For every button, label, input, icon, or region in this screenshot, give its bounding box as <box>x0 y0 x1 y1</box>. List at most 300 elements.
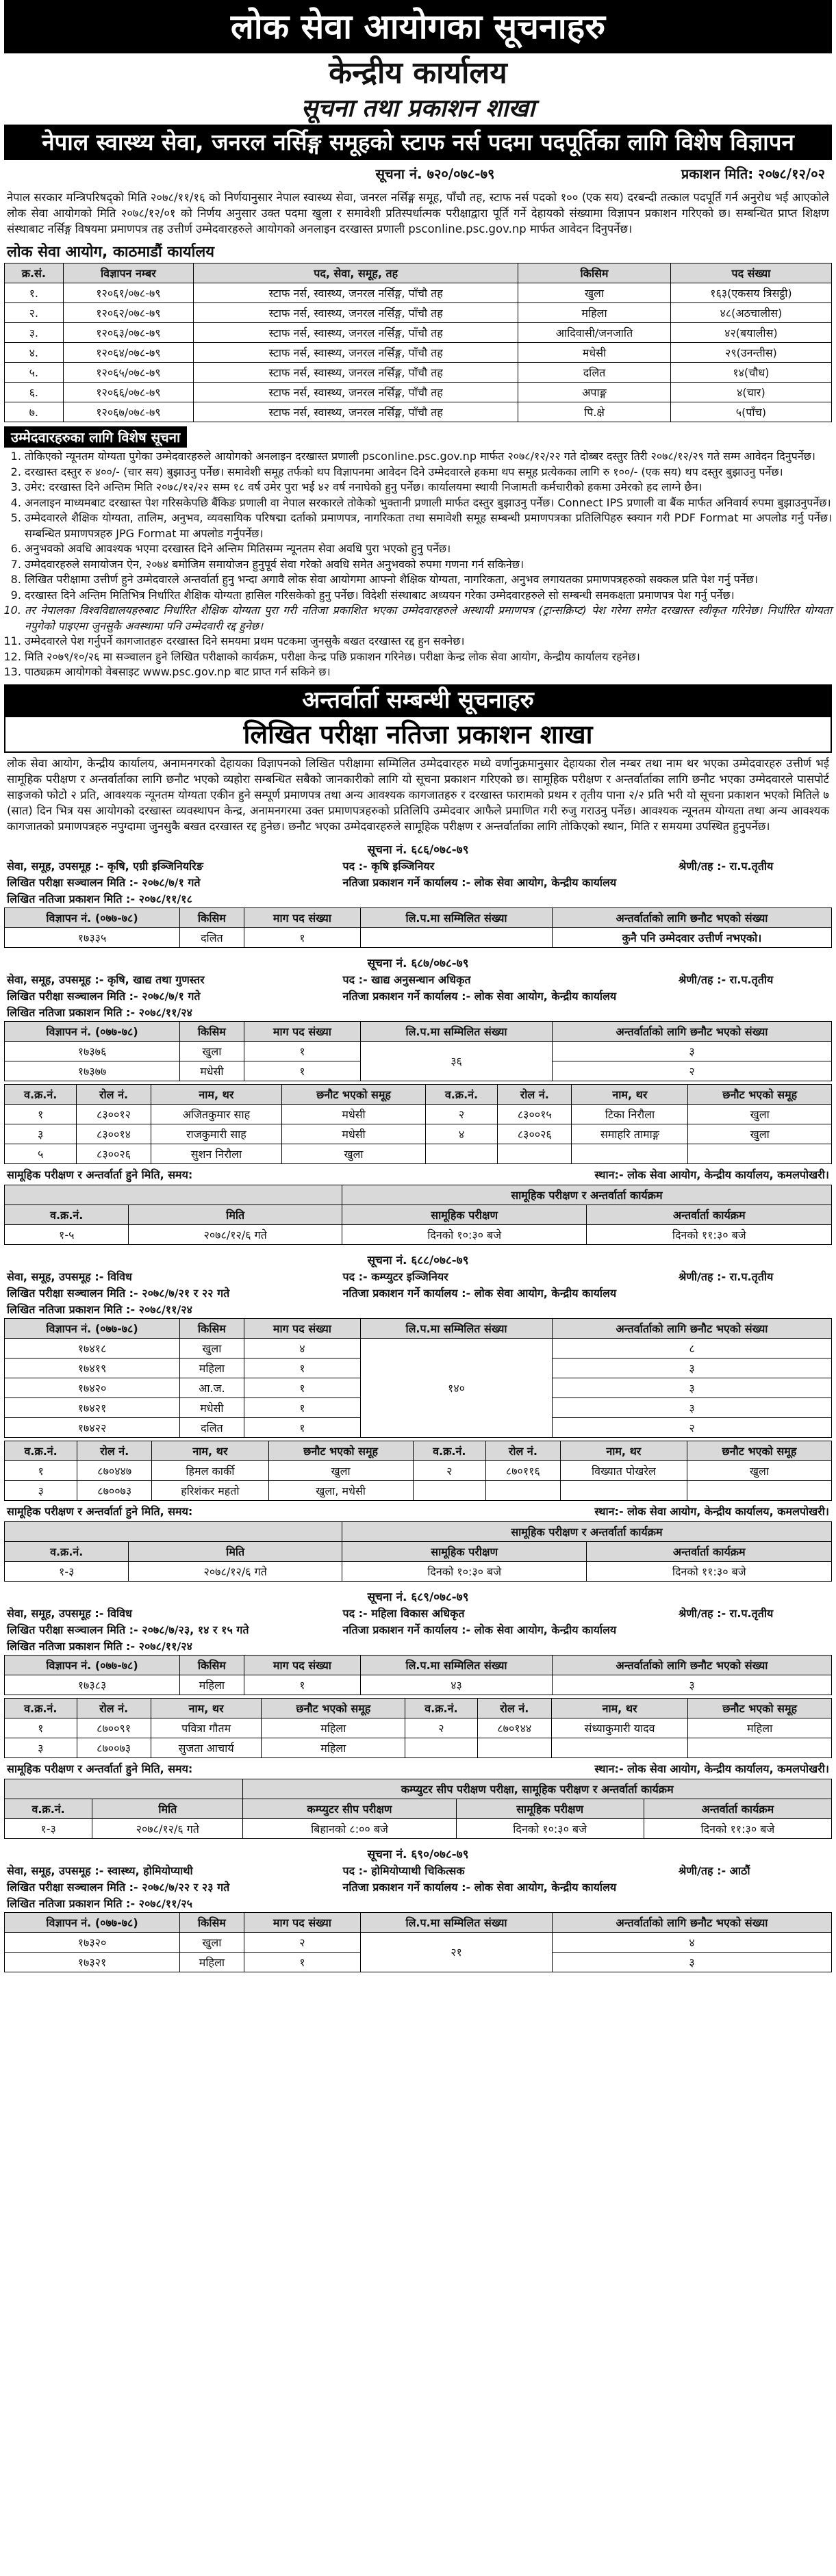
result-office: नतिजा प्रकाशन गर्ने कार्यालय :- लोक सेवा आयोग, केन्द्रीय कार्यालय <box>342 1286 617 1300</box>
exam-schedule-table <box>4 1521 832 1582</box>
result-table <box>4 1021 832 1081</box>
result-cell: महिला <box>180 1358 244 1378</box>
result-cell: ४ <box>244 1338 360 1358</box>
ad-cell: १४(चौध) <box>670 363 831 383</box>
result-header-cell: लि.प.मा सम्मिलित संख्या <box>361 1655 553 1675</box>
advertisement-table-header <box>5 263 832 283</box>
result-table-header <box>5 1318 832 1338</box>
result-cell: २ <box>552 1061 831 1081</box>
exam-schedule-header <box>4 1758 832 1779</box>
exam-header-blank <box>5 1779 243 1799</box>
result-cell: खुला <box>180 1041 244 1061</box>
ad-header-cell: क्र.सं. <box>5 263 64 283</box>
result-cell: दलित <box>180 927 244 947</box>
ad-cell: १२०६३/०७८-७९ <box>63 323 194 343</box>
ad-cell: मधेसी <box>518 343 671 363</box>
service-group: सेवा, समूह, उपसमूह :- कृषि, एग्री इञ्जिनियरिङ <box>7 859 203 873</box>
exam-cell: दिनको ११:३० बजे <box>587 1561 832 1581</box>
ad-cell: खुला <box>518 283 671 303</box>
exam-schedule-table <box>4 1185 832 1245</box>
ad-cell: १२०६६/०७८-७९ <box>63 383 194 402</box>
exam-date: लिखित परीक्षा सञ्चालन मिति :- २०७८/७/२१ र २२ गते <box>7 1286 230 1300</box>
candidate-header-cell: व.क्र.नं. <box>5 1441 77 1460</box>
candidate-cell: ८७०११६ <box>485 1460 560 1480</box>
result-row <box>5 1338 832 1358</box>
exam-header-cell: मिति <box>92 1799 243 1818</box>
exam-schedule-row <box>5 1561 832 1581</box>
result-branch-banner: लिखित परीक्षा नतिजा प्रकाशन शाखा <box>4 716 832 753</box>
ad-cell: १२०६२/०७८-७९ <box>63 303 194 323</box>
candidate-cell: मधेसी <box>282 1124 426 1144</box>
candidate-cell: ८७०१४४ <box>477 1718 551 1738</box>
page-banner: लोक सेवा आयोगका सूचनाहरु <box>4 0 832 53</box>
result-header-cell: विज्ञापन नं. (०७७-७८) <box>5 1912 180 1932</box>
result-cell: कुनै पनि उम्मेदवार उत्तीर्ण नभएको। <box>552 927 831 947</box>
result-cell: १७३७६ <box>5 1041 180 1061</box>
result-cell: महिला <box>180 1952 244 1972</box>
result-cell: ३ <box>552 1952 831 1972</box>
ad-row <box>5 323 832 343</box>
candidate-cell: ८७०४४७ <box>77 1460 152 1480</box>
notice-block <box>4 951 832 1245</box>
exam-cell: २०७८/१२/६ गते <box>129 1561 342 1581</box>
result-cell: १ <box>244 1041 360 1061</box>
ad-cell: ५. <box>5 363 64 383</box>
exam-cell: २०७८/१२/६ गते <box>129 1224 342 1244</box>
ad-cell: २. <box>5 303 64 323</box>
ad-cell: दलित <box>518 363 671 383</box>
candidate-cell: १ <box>5 1718 77 1738</box>
candidate-cell: २ <box>405 1718 478 1738</box>
candidate-cell: सुशन निरौला <box>151 1144 282 1163</box>
candidate-cell <box>498 1144 572 1163</box>
candidate-table-header <box>5 1084 832 1104</box>
candidate-cell: खुला <box>268 1460 413 1480</box>
ad-cell: महिला <box>518 303 671 323</box>
candidate-cell: २ <box>413 1460 485 1480</box>
result-row <box>5 927 832 947</box>
result-header-cell: किसिम <box>180 907 244 927</box>
candidate-cell: ४ <box>425 1124 497 1144</box>
candidate-table-header <box>5 1698 832 1718</box>
candidate-header-cell: छनौट भएको समूह <box>262 1698 405 1718</box>
ad-row <box>5 383 832 402</box>
result-cell: १४० <box>361 1338 553 1437</box>
result-header-cell: अन्तर्वार्ताको लागि छनौट भएको संख्या <box>552 1021 831 1041</box>
candidate-header-cell: नाम, थर <box>151 1698 262 1718</box>
notice-meta-row <box>4 1863 832 1879</box>
result-cell: ३ <box>552 1358 831 1378</box>
result-header-cell: किसिम <box>180 1318 244 1338</box>
exam-venue: स्थान:- लोक सेवा आयोग, केन्द्रीय कार्यालय, कमलपोखरी। <box>594 1504 829 1518</box>
result-cell: १७३७७ <box>5 1061 180 1081</box>
candidate-table <box>4 1441 832 1501</box>
instruction-item: 8. लिखित परीक्षामा उत्तीर्ण हुने उम्मेदवारले अन्तर्वार्ता हुनु भन्दा अगावै लोक सेवा आयोगमा आफ्नो शैक्षिक योग्यता, नागरिकता, अनुभव लगायतका प्रमाणपत्रहरुको सक्कल प्रति पेश गर्नु पर्नेछ। <box>25 572 832 588</box>
exam-schedule-table-header <box>5 1541 832 1561</box>
candidate-cell: खुला <box>688 1124 832 1144</box>
candidate-header-cell: छनौट भएको समूह <box>688 1084 832 1104</box>
exam-cell: १-३ <box>5 1818 92 1838</box>
ad-cell: स्टाफ नर्स, स्वास्थ्य, जनरल नर्सिङ्ग, पाँचौ तह <box>194 402 518 422</box>
candidate-cell <box>551 1738 687 1757</box>
ad-cell: ३. <box>5 323 64 343</box>
candidate-cell: ८७००९१ <box>77 1718 151 1738</box>
result-table <box>4 1912 832 1972</box>
notice-meta-row <box>4 1285 832 1302</box>
exam-schedule-table <box>4 1779 832 1839</box>
service-group: सेवा, समूह, उपसमूह :- कृषि, खाद्य तथा गुणस्तर <box>7 973 205 986</box>
exam-cell: दिनको ११:३० बजे <box>587 1224 832 1244</box>
candidate-row <box>5 1480 832 1500</box>
candidate-header-cell: नाम, थर <box>572 1084 688 1104</box>
notice-meta-row <box>4 1269 832 1285</box>
candidate-cell <box>572 1144 688 1163</box>
candidate-cell: महिला <box>262 1718 405 1738</box>
exam-header-cell: व.क्र.नं. <box>5 1541 129 1561</box>
exam-schedule-row <box>5 1224 832 1244</box>
exam-schedule-super-header <box>5 1779 832 1799</box>
result-row <box>5 1041 832 1061</box>
exam-header-cell: मिति <box>129 1205 342 1224</box>
exam-schedule-row <box>5 1818 832 1838</box>
candidate-header-cell: छनौट भएको समूह <box>268 1441 413 1460</box>
notice-number: सूचना नं. ६८८/०७८-७९ <box>367 1253 469 1267</box>
candidate-cell: हिमल कार्की <box>152 1460 268 1480</box>
ad-cell: ४२(बयालीस) <box>670 323 831 343</box>
ad-cell: स्टाफ नर्स, स्वास्थ्य, जनरल नर्सिङ्ग, पाँचौ तह <box>194 363 518 383</box>
exam-super-cell: सामूहिक परीक्षण र अन्तर्वार्ता कार्यक्रम <box>342 1185 831 1205</box>
exam-date: लिखित परीक्षा सञ्चालन मिति :- २०७८/७/१ गते <box>7 875 201 889</box>
exam-cell: दिनको १०:३० बजे <box>456 1818 644 1838</box>
instructions-title: उम्मेदवारहरुका लागि विशेष सूचना <box>4 426 187 448</box>
instructions-list <box>4 449 832 680</box>
result-cell: खुला <box>180 1338 244 1358</box>
result-office: नतिजा प्रकाशन गर्ने कार्यालय :- लोक सेवा आयोग, केन्द्रीय कार्यालय <box>342 989 617 1003</box>
post-name: पद :- खाद्य अनुसन्धान अधिकृत <box>342 973 471 986</box>
interview-intro <box>4 753 832 837</box>
exam-cell: दिनको ११:३० बजे <box>644 1818 831 1838</box>
instruction-item: 4. अनलाइन माध्यमबाट दरखास्त पेश गरिसकेपछि बैंकिङ प्रणाली वा नेपाल सरकारले तोकेको भुक्तानी प्रणाली मार्फत दस्तुर बुझाउनु पर्नेछ। Connect IPS प्रणाली वा बैंक मार्फत अनिवार्य रुपमा बुझाउनुपर्नेछ। <box>25 495 832 511</box>
candidate-cell: हरिशंकर महतो <box>152 1480 268 1500</box>
candidate-header-cell: व.क्र.नं. <box>5 1698 77 1718</box>
candidate-cell: खुला <box>282 1144 426 1163</box>
ad-header-cell: पद संख्या <box>670 263 831 283</box>
instruction-item: 10. तर नेपालका विश्वविद्यालयहरुबाट निर्धारित शैक्षिक योग्यता पुरा गरी नतिजा प्रकाशित भएका उम्मेदवारहरुले अस्थायी प्रमाणपत्र (ट्रान्सक्रिप्ट) पेश गरेमा समेत दरखास्त स्वीकृत गरिनेछ। निर्धारित योग्यता नपुगेको पाइएमा जुनसुकै अवस्थामा पनि उम्मेदवारी रद्द हुनेछ। <box>25 603 832 634</box>
result-office: नतिजा प्रकाशन गर्ने कार्यालय :- लोक सेवा आयोग, केन्द्रीय कार्यालय <box>342 1880 617 1894</box>
result-header-cell: लि.प.मा सम्मिलित संख्या <box>361 1912 553 1932</box>
notice-meta-row <box>4 972 832 988</box>
candidate-table <box>4 1084 832 1164</box>
instruction-item: 5. उम्मेदवारले शैक्षिक योग्यता, तालिम, अनुभव, व्यवसायिक परिषद्मा दर्ताको प्रमाणपत्र, नागरिकता तथा समावेशी समूह सम्बन्धी प्रमाणपत्रका प्रतिलिपिहरु स्क्यान गरी PDF Format मा अपलोड गर्नु पर्नेछ। सम्बन्धित प्रमाणपत्रहरु JPG Format मा अपलोड गर्नुपर्नेछ। <box>25 511 832 541</box>
candidate-cell: ८७००७३ <box>77 1480 152 1500</box>
candidate-header-cell: रोल नं. <box>485 1441 560 1460</box>
instruction-item: 9. दरखास्त दिने अन्तिम मितिभित्र निर्धारित शैक्षिक योग्यता हासिल गरिसकेको हुनु पर्नेछ। विदेशी संस्थाबाट अध्ययन गरेका उम्मेदवारहरुले सो सम्बन्धी समकक्षता प्रमाणपत्र पेश गर्नु पर्नेछ। <box>25 588 832 604</box>
candidate-header-cell: नाम, थर <box>152 1441 268 1460</box>
exam-venue: स्थान:- लोक सेवा आयोग, केन्द्रीय कार्यालय, कमलपोखरी। <box>594 1168 829 1181</box>
candidate-cell: महिला <box>688 1718 832 1738</box>
instruction-item: 12. मिति २०७९/१०/२६ मा सञ्चालन हुने लिखित परीक्षाको कार्यक्रम, परीक्षा केन्द्र पछि प्रकाशन गरिनेछ। परीक्षा केन्द्र लोक सेवा आयोग, केन्द्रीय कार्यालय रहनेछ। <box>25 649 832 665</box>
exam-header-cell: व.क्र.नं. <box>5 1799 92 1818</box>
result-cell: ३ <box>552 1675 831 1695</box>
result-header-cell: माग पद संख्या <box>244 1655 360 1675</box>
candidate-cell: सुजता आचार्य <box>151 1738 262 1757</box>
exam-super-cell: कम्प्युटर सीप परीक्षण परीक्षा, सामूहिक परीक्षण र अन्तर्वार्ता कार्यक्रम <box>243 1779 832 1799</box>
candidate-cell: ८३००२६ <box>498 1124 572 1144</box>
result-header-cell: अन्तर्वार्ताको लागि छनौट भएको संख्या <box>552 907 831 927</box>
instruction-item: 2. दरखास्त दस्तुर रु ४००/- (चार सय) बुझाउनु पर्नेछ। समावेशी समूह तर्फको थप विज्ञापनमा आवेदन दिने उम्मेदवारले हकमा थप समूह प्रत्येकका लागि रु १००/- (एक सय) थप दस्तुर बुझाउनु पर्नेछ। <box>25 465 832 480</box>
ad-cell: पि.क्षे <box>518 402 671 422</box>
branch-title: सूचना तथा प्रकाशन शाखा <box>301 94 535 123</box>
ad-header-cell: किसिम <box>518 263 671 283</box>
exam-venue: स्थान:- लोक सेवा आयोग, केन्द्रीय कार्यालय, कमलपोखरी। <box>594 1762 829 1775</box>
result-cell: २ <box>244 1932 360 1952</box>
candidate-cell <box>425 1144 497 1163</box>
exam-header-cell: अन्तर्वार्ता कार्यक्रम <box>644 1799 831 1818</box>
candidate-cell <box>560 1480 687 1500</box>
ad-header-cell: पद, सेवा, समूह, तह <box>194 263 518 283</box>
instruction-item: 3. उमेर: दरखास्त दिने अन्तिम मिति २०७८/१२/२२ सम्म १८ वर्ष उमेर पुरा भई ४२ वर्ष ननाघेको हुनु पर्नेछ। कार्यालयमा स्थायी निजामती कर्मचारीको हकमा उमेरको हद लाग्ने छैन। <box>25 480 832 495</box>
result-cell: १ <box>244 1952 360 1972</box>
notice-meta-row <box>4 988 832 1005</box>
result-cell: १७३८३ <box>5 1675 180 1695</box>
ad-cell: ५(पाँच) <box>670 402 831 422</box>
result-header-cell: विज्ञापन नं. (०७७-७८) <box>5 1655 180 1675</box>
candidate-cell: ८३००१४ <box>77 1124 151 1144</box>
result-cell: ४ <box>552 1932 831 1952</box>
notice-meta-row <box>4 1606 832 1622</box>
intro-text: नेपाल सरकार मन्त्रिपरिषद्को मिति २०७८/११/१६ को निर्णयानुसार नेपाल स्वास्थ्य सेवा, जनरल नर्सिङ्ग समूह, पाँचौ तह, स्टाफ नर्स पदको १०० (एक सय) दरबन्दी तत्काल पदपूर्ति गर्न अनुरोध भई आएकोले लोक सेवा आयोगको मिति २०७८/१२/०१ को निर्णय अनुसार उक्त पदमा खुला र समावेशी प्रतिस्पर्धात्मक परीक्षाद्वारा पूर्ति गर्ने देहायको संख्यामा विज्ञापन प्रकाशन गरिएको छ। सम्बन्धित प्राप्त शिक्षण संस्थाबाट नर्सिङ्ग विषयमा प्रमाणपत्र तह उत्तीर्ण उम्मेदवारहरुले आयोगको अनलाइन दरखास्त प्रणाली psconline.psc.gov.np मार्फत आवेदन दिनुपर्नेछ। <box>7 191 829 235</box>
candidate-table-header <box>5 1441 832 1460</box>
candidate-cell: २ <box>425 1104 497 1124</box>
result-cell: १ <box>244 1061 360 1081</box>
ad-cell: १२०६४/०७८-७९ <box>63 343 194 363</box>
result-header-cell: लि.प.मा सम्मिलित संख्या <box>361 1021 553 1041</box>
result-cell: १ <box>244 927 360 947</box>
result-cell: १ <box>244 1675 360 1695</box>
ad-cell: स्टाफ नर्स, स्वास्थ्य, जनरल नर्सिङ्ग, पाँचौ तह <box>194 383 518 402</box>
result-header-cell: विज्ञापन नं. (०७७-७८) <box>5 1318 180 1338</box>
result-cell: १७४२१ <box>5 1398 180 1417</box>
candidate-header-cell: रोल नं. <box>498 1084 572 1104</box>
exam-date: लिखित परीक्षा सञ्चालन मिति :- २०७८/७/२३, १४ र १५ गते <box>7 1623 249 1636</box>
interview-banner: अन्तर्वार्ता सम्बन्धी सूचनाहरु <box>4 684 832 716</box>
instruction-item: 6. अनुभवको अवधि आवश्यक भएमा दरखास्त दिने अन्तिम मितिसम्म न्यूनतम सेवा अवधि पुरा भएको हुनु पर्नेछ। <box>25 541 832 557</box>
candidate-cell: ८३००२६ <box>77 1144 151 1163</box>
result-table <box>4 907 832 948</box>
instruction-item: 1. तोकिएको न्यूनतम योग्यता पुगेका उम्मेदवारहरुले आयोगको अनलाइन दरखास्त प्रणाली psconline.psc.gov.np मार्फत २०७८/१२/२२ गते दोब्बर दस्तुर तिरी २०७८/१२/२९ गते सम्म आवेदन दिनुपर्नेछ। <box>25 449 832 465</box>
result-date: लिखित नतिजा प्रकाशन मिति :- २०७८/११/२५ <box>7 1896 192 1910</box>
exam-cell: बिहानको ८:०० बजे <box>243 1818 456 1838</box>
exam-schedule-table-header <box>5 1799 832 1818</box>
result-row <box>5 1932 832 1952</box>
candidate-cell <box>485 1480 560 1500</box>
notice-block <box>4 1248 832 1582</box>
candidate-header-cell: व.क्र.नं. <box>425 1084 497 1104</box>
candidate-header-cell: व.क्र.नं. <box>5 1084 77 1104</box>
ad-cell: २९(उनन्तीस) <box>670 343 831 363</box>
candidate-row <box>5 1718 832 1738</box>
candidate-cell: ५ <box>5 1144 77 1163</box>
exam-header-blank <box>5 1185 342 1205</box>
ad-cell: स्टाफ नर्स, स्वास्थ्य, जनरल नर्सिङ्ग, पाँचौ तह <box>194 343 518 363</box>
level: श्रेणी/तह :- रा.प.तृतीय <box>679 859 774 873</box>
exam-schedule-header <box>4 1501 832 1521</box>
exam-header-cell: सामूहिक परीक्षण <box>456 1799 644 1818</box>
result-cell: २१ <box>361 1932 553 1972</box>
exam-schedule-super-header <box>5 1521 832 1541</box>
result-date: लिखित नतिजा प्रकाशन मिति :- २०७८/११/२४ <box>7 1639 192 1653</box>
instruction-item: 11. उम्मेदवारले पेश गर्नुपर्ने कागजातहरु दरखास्त दिने समयमा प्रथम पटकमा जुनसुकै बखत दरखास्त रद्द हुन सक्नेछ। <box>25 634 832 649</box>
candidate-cell: ८७००७३ <box>77 1738 151 1757</box>
candidate-cell: ८३००१५ <box>498 1104 572 1124</box>
notices-container <box>4 837 832 1972</box>
level: श्रेणी/तह :- आठौं <box>679 1864 750 1877</box>
candidate-cell: संध्याकुमारी यादव <box>551 1718 687 1738</box>
exam-header-cell: अन्तर्वार्ता कार्यक्रम <box>587 1541 832 1561</box>
exam-cell: १-५ <box>5 1224 129 1244</box>
result-office: नतिजा प्रकाशन गर्ने कार्यालय :- लोक सेवा आयोग, केन्द्रीय कार्यालय <box>342 1623 617 1636</box>
exam-header-cell: व.क्र.नं. <box>5 1205 129 1224</box>
result-cell: ४३ <box>361 1675 553 1695</box>
notice-number: सूचना नं. ६८७/०७८-७९ <box>367 956 469 970</box>
candidate-cell: १ <box>5 1104 77 1124</box>
result-header-cell: माग पद संख्या <box>244 907 360 927</box>
result-cell: १ <box>244 1358 360 1378</box>
exam-header-cell: मिति <box>129 1541 342 1561</box>
ad-row <box>5 303 832 323</box>
exam-schedule-label: सामूहिक परीक्षण र अन्तर्वार्ता हुने मिति, समय: <box>7 1762 193 1775</box>
ad-cell: अपाङ्ग <box>518 383 671 402</box>
result-cell: मधेसी <box>180 1061 244 1081</box>
post-name: पद :- कृषि इञ्जिनियर <box>342 859 435 873</box>
result-header-cell: लि.प.मा सम्मिलित संख्या <box>361 1318 553 1338</box>
notice-block <box>4 1842 832 1972</box>
result-cell: १७४२२ <box>5 1417 180 1437</box>
intro-section <box>4 187 832 240</box>
exam-date: लिखित परीक्षा सञ्चालन मिति :- २०७८/७/१ गते <box>7 989 201 1003</box>
advertisement-table <box>4 263 832 422</box>
candidate-cell: पवित्रा गौतम <box>151 1718 262 1738</box>
result-date: लिखित नतिजा प्रकाशन मिति :- २०७८/११/२४ <box>7 1302 192 1316</box>
service-group: सेवा, समूह, उपसमूह :- विविध <box>7 1270 132 1283</box>
result-cell: ८ <box>552 1338 831 1358</box>
notice-number: सूचना नं. ७२०/०७८-७९ <box>375 166 495 182</box>
ad-cell: ४(चार) <box>670 383 831 402</box>
result-cell: आ.ज. <box>180 1378 244 1398</box>
result-cell: ३६ <box>361 1041 553 1081</box>
ad-cell: ४. <box>5 343 64 363</box>
result-cell: १७३३५ <box>5 927 180 947</box>
result-cell: मधेसी <box>180 1398 244 1417</box>
candidate-cell <box>477 1738 551 1757</box>
ad-cell: १. <box>5 283 64 303</box>
candidate-cell: महिला <box>262 1738 405 1757</box>
level: श्रेणी/तह :- रा.प.तृतीय <box>679 1270 774 1283</box>
candidate-cell: मधेसी <box>282 1104 426 1124</box>
ad-cell: स्टाफ नर्स, स्वास्थ्य, जनरल नर्सिङ्ग, पाँचौ तह <box>194 303 518 323</box>
notice-meta-row <box>4 1879 832 1896</box>
office-title: केन्द्रीय कार्यालय <box>329 55 507 90</box>
result-date: लिखित नतिजा प्रकाशन मिति :- २०७८/११/२४ <box>7 1005 192 1019</box>
candidate-header-cell: छनौट भएको समूह <box>687 1441 831 1460</box>
candidate-header-cell: रोल नं. <box>77 1441 152 1460</box>
ad-cell: ६. <box>5 383 64 402</box>
result-office: नतिजा प्रकाशन गर्ने कार्यालय :- लोक सेवा आयोग, केन्द्रीय कार्यालय <box>342 875 617 889</box>
result-header-cell: माग पद संख्या <box>244 1318 360 1338</box>
result-cell: दलित <box>180 1417 244 1437</box>
result-header-cell: माग पद संख्या <box>244 1912 360 1932</box>
result-cell: १ <box>244 1398 360 1417</box>
ad-header-cell: विज्ञापन नम्बर <box>63 263 194 283</box>
ad-cell: स्टाफ नर्स, स्वास्थ्य, जनरल नर्सिङ्ग, पाँचौ तह <box>194 323 518 343</box>
candidate-row <box>5 1738 832 1757</box>
result-cell: महिला <box>180 1675 244 1695</box>
ad-cell: ४८(अठचालीस) <box>670 303 831 323</box>
candidate-cell: खुला <box>688 1104 832 1124</box>
candidate-header-cell: नाम, थर <box>551 1698 687 1718</box>
result-cell: १७४१८ <box>5 1338 180 1358</box>
candidate-cell: अजितकुमार साह <box>151 1104 282 1124</box>
candidate-header-cell: छनौट भएको समूह <box>282 1084 426 1104</box>
result-header-cell: विज्ञापन नं. (०७७-७८) <box>5 907 180 927</box>
result-cell: ३ <box>552 1041 831 1061</box>
ad-cell: १२०६७/०७८-७९ <box>63 402 194 422</box>
result-header-cell: लि.प.मा सम्मिलित संख्या <box>361 907 553 927</box>
candidate-cell: राजकुमारी साह <box>151 1124 282 1144</box>
ad-cell: आदिवासी/जनजाति <box>518 323 671 343</box>
candidate-cell: १ <box>5 1460 77 1480</box>
candidate-row <box>5 1144 832 1163</box>
result-cell: १७४१९ <box>5 1358 180 1378</box>
ad-cell: १२०६१/०७८-७९ <box>63 283 194 303</box>
exam-schedule-table-header <box>5 1205 832 1224</box>
candidate-cell <box>687 1480 831 1500</box>
instruction-item: 7. उम्मेदवारहरुले समायोजन ऐन, २०७४ बमोजिम समायोजन हुनुपूर्व सेवा गरेको अवधि समेत अनुभवको रुपमा गणना गर्न सकिनेछ। <box>25 557 832 573</box>
result-table <box>4 1655 832 1695</box>
candidate-cell: खुला <box>687 1460 831 1480</box>
exam-header-cell: कम्प्युटर सीप परीक्षण <box>243 1799 456 1818</box>
notice-number: सूचना नं. ६९०/०७८-७९ <box>367 1847 469 1862</box>
exam-header-cell: अन्तर्वार्ता कार्यक्रम <box>587 1205 832 1224</box>
service-group: सेवा, समूह, उपसमूह :- विविध <box>7 1606 132 1620</box>
candidate-row <box>5 1104 832 1124</box>
notice-number: सूचना नं. ६८९/०७८-७९ <box>367 1590 469 1604</box>
result-cell: १ <box>244 1417 360 1437</box>
notice-meta-row <box>4 858 832 875</box>
exam-cell: दिनको १०:३० बजे <box>342 1561 587 1581</box>
candidate-row <box>5 1460 832 1480</box>
instruction-item: 13. पाठ्यक्रम आयोगको वेबसाइट www.psc.gov.np बाट प्राप्त गर्न सकिने छ। <box>25 665 832 680</box>
post-name: पद :- कम्प्युटर इञ्जिनियर <box>342 1270 448 1283</box>
service-group: सेवा, समूह, उपसमूह :- स्वास्थ्य, होमियोप्याथी <box>7 1864 193 1877</box>
candidate-header-cell: रोल नं. <box>477 1698 551 1718</box>
result-cell: ३ <box>552 1398 831 1417</box>
notice-meta-row <box>4 1622 832 1638</box>
ad-row <box>5 343 832 363</box>
candidate-header-cell: नाम, थर <box>151 1084 282 1104</box>
exam-schedule-label: सामूहिक परीक्षण र अन्तर्वार्ता हुने मिति, समय: <box>7 1168 193 1181</box>
ad-cell: स्टाफ नर्स, स्वास्थ्य, जनरल नर्सिङ्ग, पाँचौ तह <box>194 283 518 303</box>
candidate-cell: खुला, मधेसी <box>268 1480 413 1500</box>
notice-header <box>4 160 832 187</box>
ad-row <box>5 363 832 383</box>
level: श्रेणी/तह :- रा.प.तृतीय <box>679 1606 774 1620</box>
candidate-cell <box>413 1480 485 1500</box>
result-header-cell: अन्तर्वार्ताको लागि छनौट भएको संख्या <box>552 1655 831 1675</box>
candidate-cell: टिका निरौला <box>572 1104 688 1124</box>
exam-super-cell: सामूहिक परीक्षण र अन्तर्वार्ता कार्यक्रम <box>342 1521 831 1541</box>
result-cell <box>361 927 553 947</box>
